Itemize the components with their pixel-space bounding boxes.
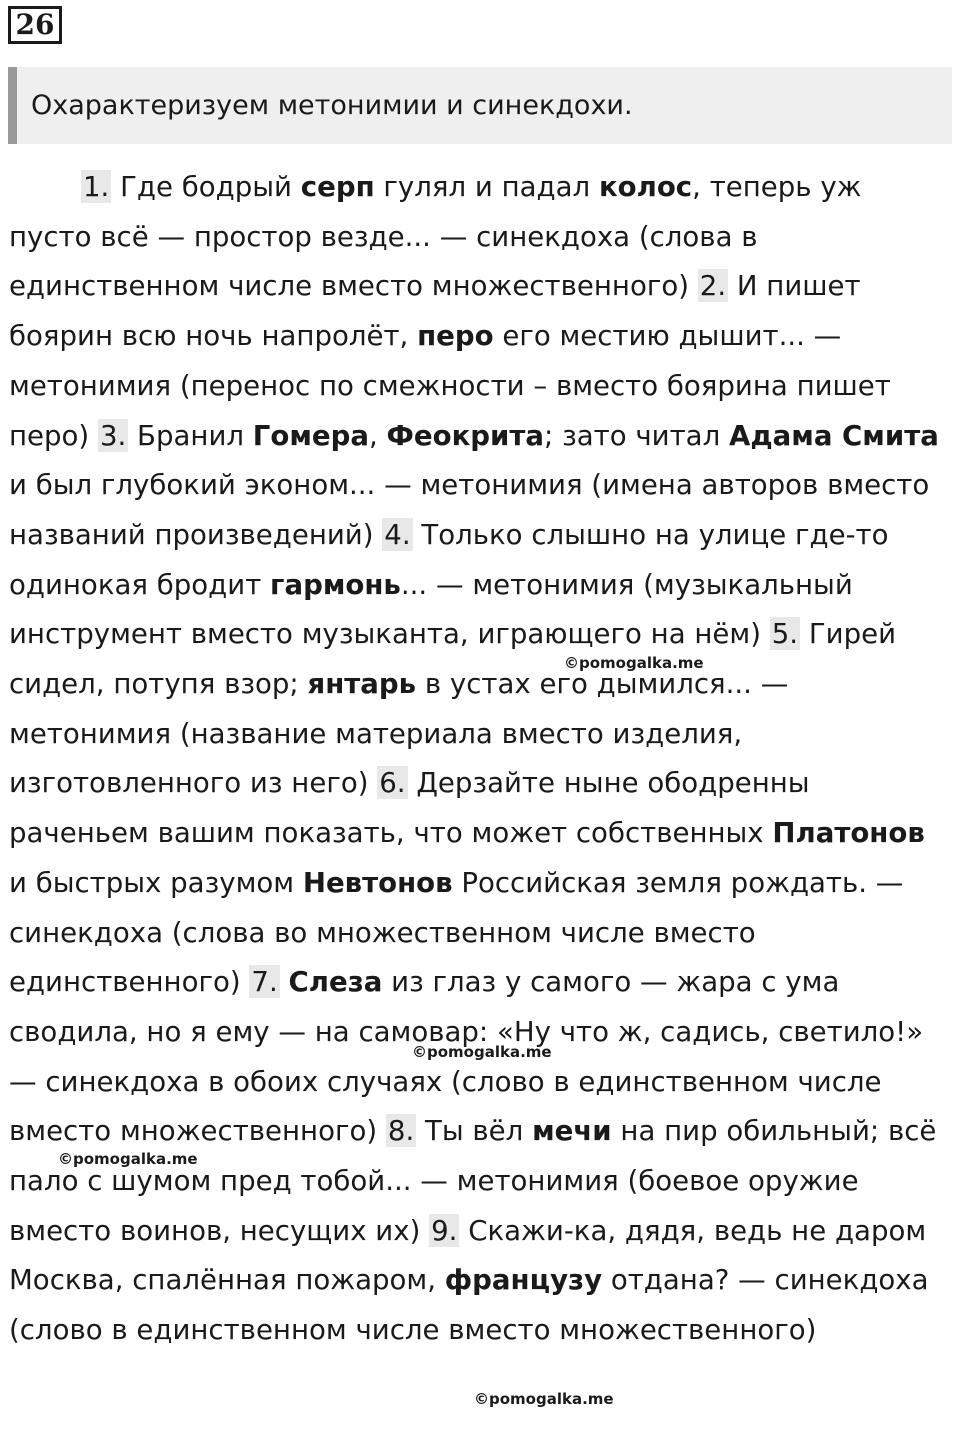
highlighted-word: перо xyxy=(417,319,494,353)
item-number: 9. xyxy=(431,1213,458,1247)
item-text: на пир обильный; всё пало с шумом пред тобой... — метонимия (боевое оружие вместо воинов, несущих их) xyxy=(9,1114,937,1247)
highlighted-word: Невтонов xyxy=(302,865,453,899)
item-text: Российская земля рождать. — синекдоха (слова во множественном числе вместо единственного) xyxy=(9,865,904,999)
highlighted-word: Феокрита xyxy=(386,418,544,452)
item-text: И пишет боярин всю ночь напролёт, xyxy=(9,269,861,353)
item-number: 4. xyxy=(384,517,411,551)
item-text: , теперь уж пусто всё — простор везде... — синекдоха (слова в единственном числе вместо множественного) xyxy=(9,170,862,303)
item-text: Скажи-ка, дядя, ведь не даром Москва, спалённая пожаром, xyxy=(9,1213,927,1297)
item-text: гулял и падал xyxy=(374,170,599,203)
item-text: и был глубокий эконом... — метонимия (имена авторов вместо названий произведений) xyxy=(9,468,930,551)
highlighted-word: гармонь xyxy=(270,567,401,601)
item-number: 2. xyxy=(699,269,727,303)
highlighted-word: Слеза xyxy=(288,965,383,999)
answer-text xyxy=(9,162,951,1355)
highlighted-word: колос xyxy=(598,170,693,203)
item-text: ; зато читал xyxy=(544,418,730,452)
watermark: ©pomogalka.me xyxy=(412,1043,552,1061)
watermark: ©pomogalka.me xyxy=(474,1390,614,1408)
item-text: отдана? — синекдоха (слово в единственном числе вместо множественного) xyxy=(9,1263,929,1347)
heading-text: Охарактеризуем метонимии и синекдохи. xyxy=(31,90,633,121)
item-text: в устах его дымился... — метонимия (название материала вместо изделия, изготовленного из него) xyxy=(9,667,789,800)
item-text: его местию дышит... — метонимия (перенос по смежности – вместо боярина пишет перо) xyxy=(9,319,891,452)
item-number: 6. xyxy=(379,766,406,800)
item-text: ... — метонимия (музыкальный инструмент вместо музыканта, играющего на нём) xyxy=(9,567,853,651)
watermark: ©pomogalka.me xyxy=(58,1150,198,1168)
item-number: 1. xyxy=(83,170,110,203)
item-number: 7. xyxy=(251,965,278,999)
item-text xyxy=(280,965,289,998)
item-number: 3. xyxy=(99,418,127,452)
item-text: Только слышно на улице где-то одинокая бродит xyxy=(9,517,889,601)
highlighted-word: янтарь xyxy=(307,667,417,701)
item-text: , xyxy=(368,418,387,452)
item-text: Гирей сидел, потупя взор; xyxy=(9,617,897,701)
task-heading xyxy=(8,67,952,144)
task-number: 26 xyxy=(8,6,62,44)
highlighted-word: Платонов xyxy=(772,816,925,850)
highlighted-word: французу xyxy=(444,1263,603,1297)
highlighted-word: Гомера xyxy=(252,418,369,452)
item-text: и быстрых разумом xyxy=(9,865,303,899)
item-text: из глаз у самого — жара с ума сводила, но я ему — на самовар: «Ну что ж, садись, светило!» — синекдоха в обоих случаях (слово в единственном числе вместо множественного) xyxy=(9,965,924,1148)
item-text: Где бодрый xyxy=(111,170,301,203)
highlighted-word: мечи xyxy=(532,1114,612,1148)
item-text: Дерзайте ныне ободренны раченьем вашим показать, что может собственных xyxy=(9,766,810,850)
item-number: 5. xyxy=(771,617,799,651)
highlighted-word: Адама Смита xyxy=(729,418,939,452)
watermark: ©pomogalka.me xyxy=(564,654,704,672)
item-text: Бранил xyxy=(128,418,253,452)
item-number: 8. xyxy=(387,1114,415,1148)
item-text: Ты вёл xyxy=(416,1114,533,1148)
highlighted-word: серп xyxy=(300,170,375,203)
